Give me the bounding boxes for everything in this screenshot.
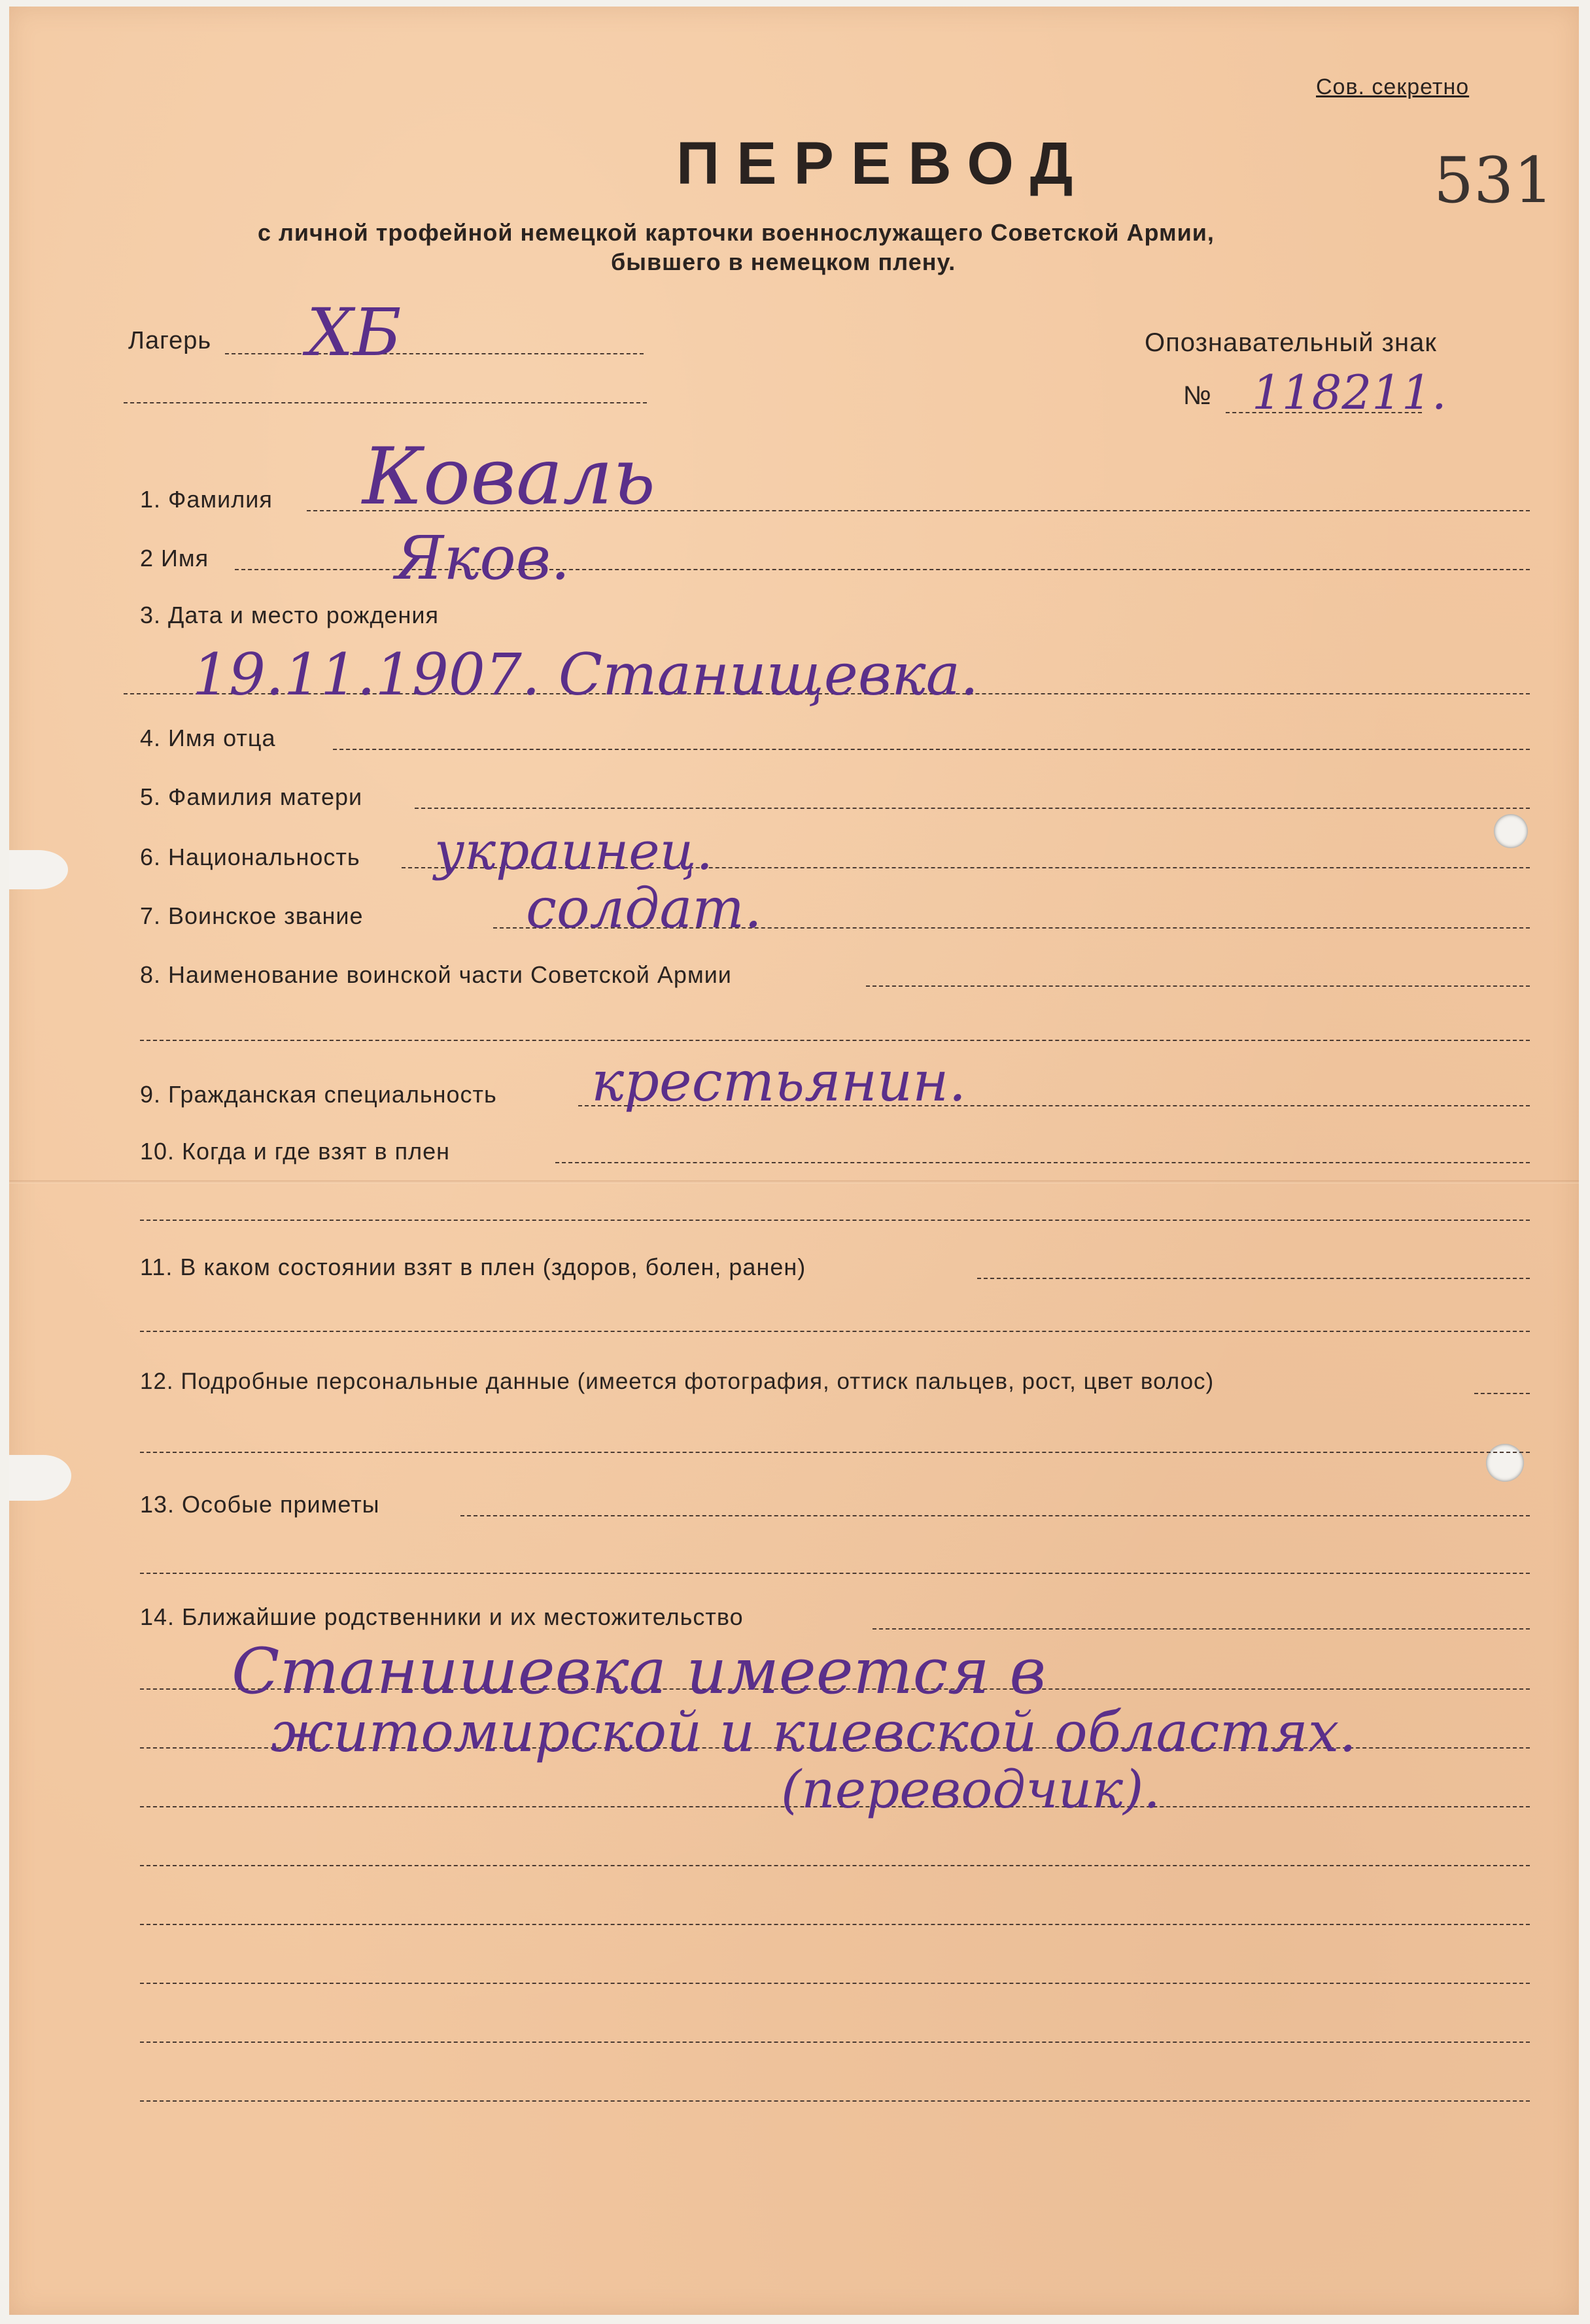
document-sheet	[9, 7, 1579, 2315]
field-label-rank: 7. Воинское звание	[140, 902, 364, 929]
field-line-relatives	[873, 1628, 1530, 1630]
field-label-personal-data: 12. Подробные персональные данные (имеется фотография, оттиск пальцев, рост, цвет волос)	[140, 1369, 1215, 1394]
paper-tear-upper	[9, 850, 68, 889]
archive-number: 531	[1434, 144, 1554, 217]
relatives-note-line3: (переводчик).	[781, 1759, 1160, 1820]
id-tag-value: 118211.	[1252, 365, 1447, 420]
field-value-rank: солдат.	[526, 876, 762, 940]
field-value-civil-profession: крестьянин.	[591, 1050, 967, 1114]
field-value-first-name: Яков.	[395, 523, 570, 593]
relatives-note-line1: Станишевка имеется в	[232, 1635, 1046, 1708]
field-label-military-unit: 8. Наименование воинской части Советской Армии	[140, 961, 732, 988]
field-value-birth: 19.11.1907. Станищевка.	[192, 641, 979, 708]
paper-tear-lower	[9, 1455, 71, 1501]
punch-hole-upper	[1494, 814, 1528, 848]
field-line-military-unit	[866, 985, 1530, 987]
camp-value: ХБ	[307, 294, 402, 371]
field-label-birth: 3. Дата и место рождения	[140, 602, 439, 628]
field-label-civil-profession: 9. Гражданская специальность	[140, 1081, 497, 1108]
id-tag-number-prefix: №	[1183, 381, 1212, 410]
camp-line-2	[124, 402, 647, 403]
field-line-father-name	[333, 749, 1530, 750]
classification-stamp: Сов. секретно	[1316, 75, 1470, 99]
field-line-military-unit-2	[140, 1040, 1530, 1041]
paper-fold	[9, 1180, 1579, 1184]
field-line-capture-condition-2	[140, 1331, 1530, 1332]
field-line-special-marks	[460, 1515, 1530, 1516]
relatives-line-5	[140, 1865, 1530, 1866]
field-line-capture-when-where	[555, 1162, 1530, 1163]
field-label-nationality: 6. Национальность	[140, 844, 360, 870]
punch-hole-lower	[1486, 1444, 1524, 1482]
relatives-note-line2: житомирской и киевской областях.	[271, 1700, 1357, 1764]
relatives-line-7	[140, 1983, 1530, 1984]
field-label-first-name: 2 Имя	[140, 545, 209, 572]
document-title: ПЕРЕВОД	[676, 130, 1090, 197]
field-value-surname: Коваль	[362, 432, 656, 522]
field-line-special-marks-2	[140, 1573, 1530, 1574]
camp-label: Лагерь	[128, 327, 212, 354]
field-value-nationality: украинец.	[434, 821, 713, 881]
relatives-line-8	[140, 2042, 1530, 2043]
field-label-capture-condition: 11. В каком состоянии взят в плен (здоров, болен, ранен)	[140, 1254, 806, 1280]
field-label-capture-when-where: 10. Когда и где взят в плен	[140, 1138, 450, 1165]
camp-line	[225, 353, 644, 354]
field-line-personal-data	[1474, 1393, 1530, 1394]
field-label-father-name: 4. Имя отца	[140, 725, 276, 751]
field-line-mother-surname	[415, 808, 1530, 809]
document-subtitle-line2: бывшего в немецком плену.	[611, 248, 956, 275]
field-line-capture-condition	[977, 1278, 1530, 1279]
field-label-special-marks: 13. Особые приметы	[140, 1491, 380, 1518]
field-line-personal-data-2	[140, 1452, 1530, 1453]
field-label-mother-surname: 5. Фамилия матери	[140, 783, 363, 810]
field-label-relatives: 14. Ближайшие родственники и их местожительство	[140, 1603, 744, 1630]
id-tag-label: Опознавательный знак	[1145, 328, 1437, 357]
relatives-line-6	[140, 1924, 1530, 1925]
field-label-surname: 1. Фамилия	[140, 486, 273, 513]
relatives-line-9	[140, 2100, 1530, 2102]
field-line-capture-when-where-2	[140, 1220, 1530, 1221]
document-subtitle-line1: с личной трофейной немецкой карточки военнослужащего Советской Армии,	[258, 219, 1215, 246]
